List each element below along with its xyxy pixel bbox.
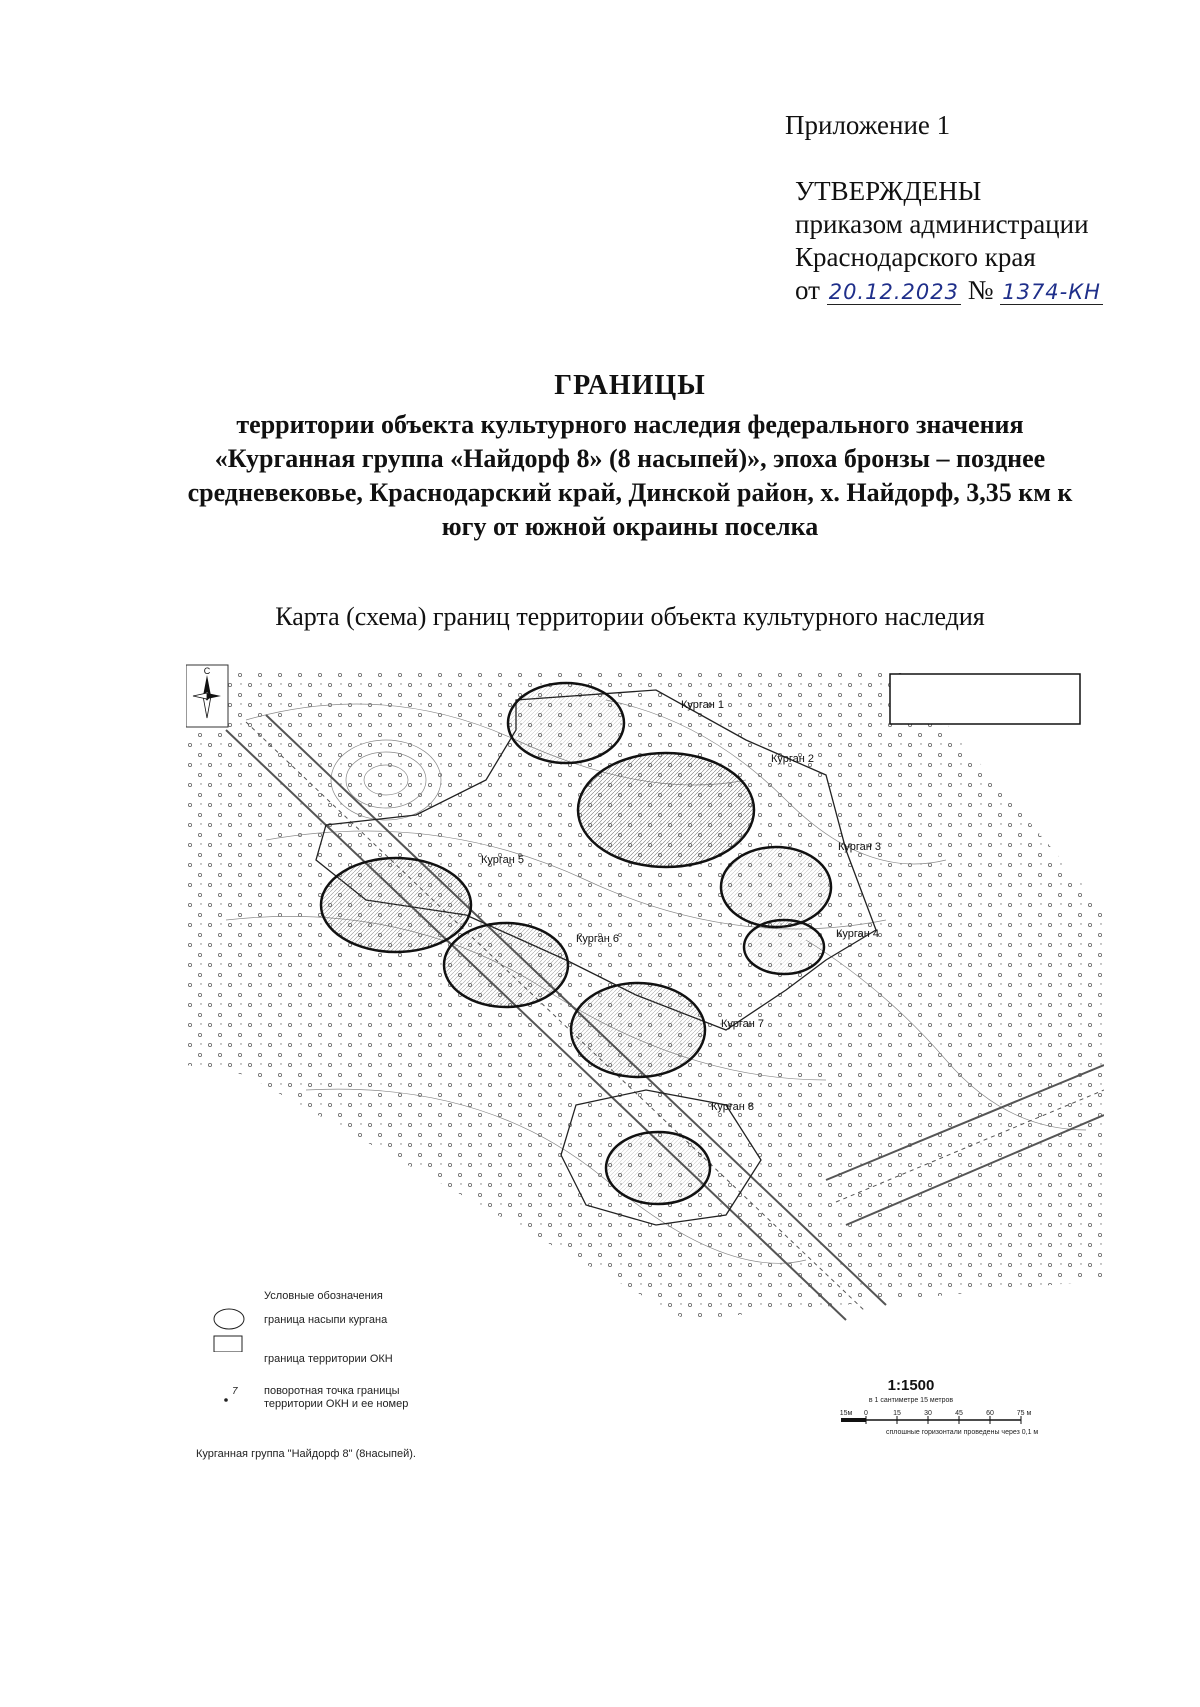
legend-item-2: граница территории ОКН bbox=[264, 1353, 393, 1365]
empty-label-box bbox=[890, 674, 1080, 724]
square-icon bbox=[214, 1336, 242, 1352]
legend-item-3-line-1: поворотная точка границы bbox=[264, 1385, 400, 1397]
compass-label: С bbox=[203, 666, 211, 676]
order-number: 1374-КН bbox=[1002, 280, 1101, 304]
scale-tick-4: 45 bbox=[955, 1410, 963, 1417]
approved-label: УТВЕРЖДЕНЫ bbox=[795, 176, 982, 206]
order-line-1: приказом администрации bbox=[795, 209, 1089, 239]
mound-2-label: Курган 2 bbox=[771, 753, 815, 765]
legend-item-1: граница насыпи кургана bbox=[264, 1314, 388, 1326]
document-heading: ГРАНИЦЫ bbox=[554, 370, 706, 401]
site-map bbox=[186, 660, 1104, 1352]
date-prefix: от bbox=[795, 275, 820, 305]
circle-icon bbox=[214, 1309, 244, 1329]
mound-4-label: Курган 4 bbox=[836, 928, 880, 940]
turning-point-icon bbox=[224, 1386, 238, 1402]
map-caption: Карта (схема) границ территории объекта культурного наследия bbox=[275, 602, 985, 631]
scale-tick-0: 15м bbox=[839, 1410, 853, 1417]
mound-8-label: Курган 8 bbox=[711, 1101, 755, 1113]
mound-6-label: Курган 6 bbox=[576, 933, 620, 945]
scale-tick-6: 75 м bbox=[1016, 1410, 1032, 1417]
scale-tick-1: 0 bbox=[864, 1410, 868, 1417]
map-footer-caption: Курганная группа "Найдорф 8" (8насыпей). bbox=[196, 1448, 416, 1460]
turning-point-mark: 7 bbox=[232, 1386, 238, 1397]
document-subheading: территории объекта культурного наследия федерального значения «Курганная группа «Найдорф 8» (8 насыпей)», эпоха бронзы – позднее средневековье, Краснодарский край, Динской район, х. Найдорф, 3,35 км к югу от южной окраины поселка bbox=[187, 410, 1073, 541]
appendix-label: Приложение 1 bbox=[785, 110, 951, 140]
scale-tick-5: 60 bbox=[986, 1410, 994, 1417]
approval-block bbox=[795, 175, 1103, 309]
scale-ratio: 1:1500 bbox=[887, 1377, 935, 1394]
scale-tick-2: 15 bbox=[893, 1410, 901, 1417]
scale-tick-3: 30 bbox=[924, 1410, 932, 1417]
order-date: 20.12.2023 bbox=[828, 280, 959, 304]
contour-note: сплошные горизонтали проведены через 0,1 м bbox=[886, 1429, 1039, 1436]
order-date-line bbox=[795, 274, 1103, 309]
mound-7-label: Курган 7 bbox=[721, 1018, 765, 1030]
mound-3-label: Курган 3 bbox=[838, 841, 882, 853]
scale-note: в 1 сантиметре 15 метров bbox=[868, 1397, 954, 1404]
legend bbox=[214, 1290, 388, 1352]
map-lower-svg bbox=[186, 1352, 1104, 1562]
mound-5-label: Курган 5 bbox=[481, 854, 525, 866]
legend-item-3-line-2: территории ОКН и ее номер bbox=[264, 1398, 409, 1410]
compass-icon bbox=[186, 665, 228, 727]
map-svg bbox=[186, 660, 1104, 1352]
mound-1-label: Курган 1 bbox=[681, 699, 725, 711]
number-prefix: № bbox=[967, 275, 994, 305]
legend-title: Условные обозначения bbox=[264, 1290, 383, 1302]
order-line-2: Краснодарского края bbox=[795, 242, 1036, 272]
scale-bar bbox=[840, 1377, 1039, 1436]
